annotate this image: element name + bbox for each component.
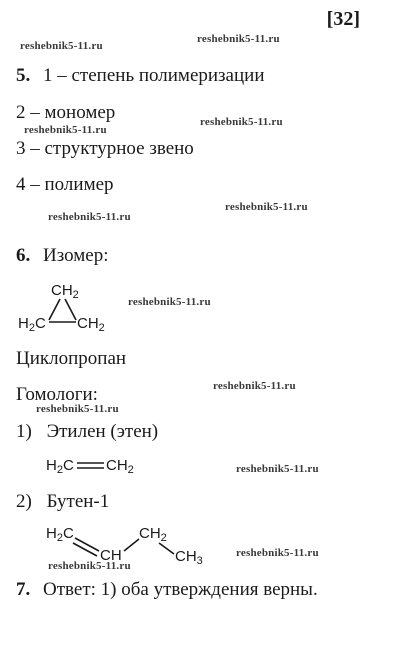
homologs-label: Гомологи:: [16, 384, 98, 405]
watermark: reshebnik5-11.ru: [213, 380, 296, 392]
butene-structure: [44, 520, 214, 570]
q5-line: 4 – полимер: [16, 174, 114, 195]
formula-atom: $CH_2$: [139, 525, 167, 544]
page-number: [32]: [326, 8, 360, 30]
watermark: reshebnik5-11.ru: [24, 124, 107, 136]
isomer-label: Изомер:: [43, 245, 109, 266]
q5-line: 3 – структурное звено: [16, 138, 194, 159]
watermark: reshebnik5-11.ru: [48, 211, 131, 223]
formula-atom: $CH_2$: [106, 457, 134, 476]
watermark: reshebnik5-11.ru: [48, 560, 131, 572]
watermark: reshebnik5-11.ru: [20, 40, 103, 52]
question-number: 5.: [16, 65, 31, 86]
q5-line: 1 – степень полимеризации: [43, 65, 265, 86]
homolog-number: 2): [16, 491, 32, 512]
q5-line: 2 – мономер: [16, 102, 116, 123]
question-number: 7.: [16, 579, 31, 600]
formula-atom: $H_2C$: [18, 315, 46, 334]
watermark: reshebnik5-11.ru: [200, 116, 283, 128]
isomer-name: Циклопропан: [16, 348, 127, 369]
watermark: reshebnik5-11.ru: [197, 33, 280, 45]
homolog-number: 1): [16, 421, 32, 442]
formula-atom: CH: [100, 547, 122, 564]
answer-text: Ответ: 1) оба утверждения верны.: [43, 579, 318, 600]
question-number: 6.: [16, 245, 31, 266]
cyclopropane-structure: [14, 278, 124, 336]
watermark: reshebnik5-11.ru: [236, 547, 319, 559]
question-5: [16, 66, 265, 85]
formula-atom: $CH_2$: [51, 282, 79, 301]
homolog-1: [16, 422, 158, 441]
homolog-2: [16, 492, 109, 511]
formula-atom: $H_2C$: [46, 457, 74, 476]
question-7: [16, 580, 318, 599]
watermark: reshebnik5-11.ru: [236, 463, 319, 475]
question-6: [16, 246, 109, 265]
watermark: reshebnik5-11.ru: [128, 296, 211, 308]
homolog-name: Бутен-1: [46, 491, 110, 512]
watermark: reshebnik5-11.ru: [225, 201, 308, 213]
homolog-name: Этилен (этен): [46, 421, 159, 442]
formula-atom: $CH_3$: [175, 548, 203, 567]
ethylene-structure: [44, 450, 154, 480]
formula-atom: $H_2C$: [46, 525, 74, 544]
formula-atom: $CH_2$: [77, 315, 105, 334]
watermark: reshebnik5-11.ru: [36, 403, 119, 415]
